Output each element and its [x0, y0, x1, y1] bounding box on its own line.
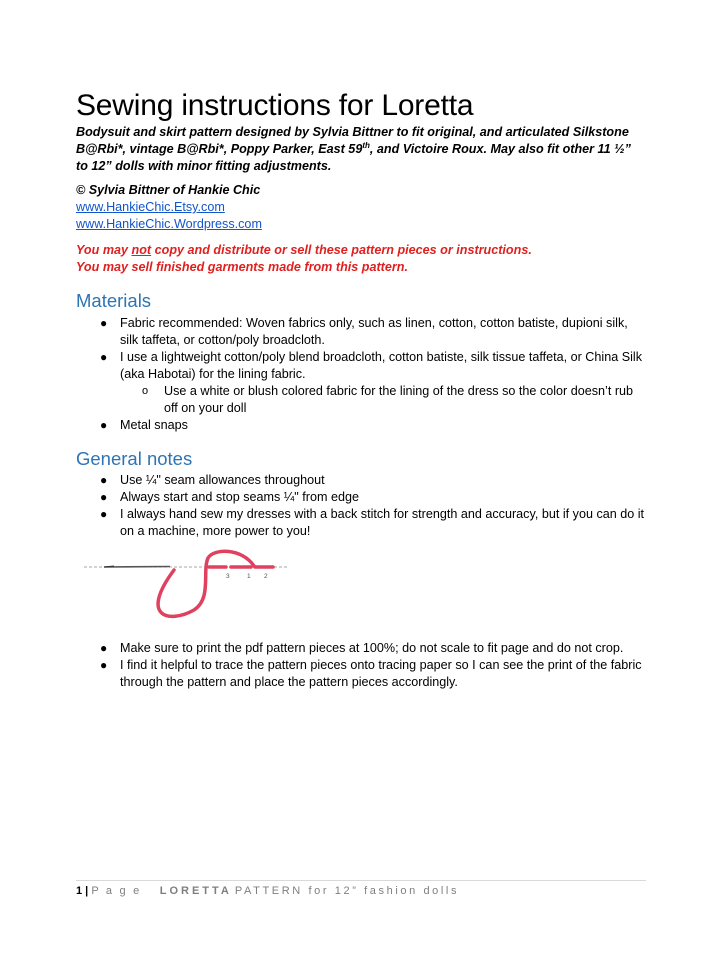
list-item [76, 472, 646, 489]
bullet-icon: ● [100, 350, 108, 364]
copyright-warning [76, 242, 656, 276]
list-item [76, 657, 646, 691]
general-notes-heading: General notes [76, 448, 193, 469]
circle-bullet-icon: o [142, 385, 149, 397]
list-item [76, 315, 646, 349]
list-item-text: I always hand sew my dresses with a back stitch for strength and accuracy, but if you can do it on a machine, more power to you! [120, 507, 645, 538]
page-word: P a g e [91, 885, 142, 897]
subtitle-part1: Bodysuit and skirt pattern designed by Sylvia Bittner to fit original, and articulated Silkstone B@Rbi*, vintage B@Rbi*, Poppy Parker, East 59 [76, 125, 629, 156]
general-notes-list-continued [76, 640, 646, 691]
bullet-icon: ● [100, 316, 108, 330]
thread-icon [158, 551, 254, 616]
warning-line1-post: copy and distribute or sell these pattern pieces or instructions. [151, 243, 532, 257]
copyright-line: © Sylvia Bittner of Hankie Chic [76, 183, 261, 197]
list-item-text: I use a lightweight cotton/poly blend broadcloth, cotton batiste, silk tissue taffeta, or China Silk (aka Habotai) for the lining fabric. [120, 350, 643, 381]
warning-emphasis: not [131, 243, 152, 257]
list-item-text: Metal snaps [120, 418, 188, 432]
footer-brand: LORETTA [159, 885, 232, 897]
bullet-icon: ● [100, 658, 108, 672]
sub-list-item [120, 383, 646, 417]
materials-sublist [120, 383, 646, 417]
page-footer [76, 884, 459, 898]
etsy-link[interactable]: www.HankieChic.Etsy.com [76, 200, 225, 214]
subtitle-part2: , and Victoire Roux. May also fit other 11 ½” to 12” dolls with minor fitting adjustments. [76, 142, 631, 173]
backstitch-illustration [84, 542, 294, 620]
list-item [76, 506, 646, 540]
stitch-label-2: 2 [264, 573, 268, 580]
footer-separator: | [82, 885, 92, 897]
list-item [76, 417, 646, 434]
warning-line2: You may sell finished garments made from this pattern. [76, 260, 408, 274]
bullet-icon: ● [100, 641, 108, 655]
stitch-label-1: 1 [247, 573, 251, 580]
list-item [76, 489, 646, 506]
materials-list [76, 315, 646, 434]
list-item-text: Always start and stop seams ¼" from edge [120, 490, 359, 504]
needle-icon [104, 567, 170, 568]
bullet-icon: ● [100, 507, 108, 521]
footer-tagline: PATTERN for 12” fashion dolls [234, 885, 460, 897]
list-item-text: Fabric recommended: Woven fabrics only, such as linen, cotton, cotton batiste, dupioni silk, silk taffeta, or cotton/poly broadcloth. [120, 316, 628, 347]
list-item-text: Make sure to print the pdf pattern pieces at 100%; do not scale to fit page and do not crop. [120, 641, 624, 655]
bullet-icon: ● [100, 473, 108, 487]
materials-heading: Materials [76, 290, 152, 311]
list-item-text: Use ¼" seam allowances throughout [120, 473, 325, 487]
subtitle [76, 124, 646, 175]
list-item [76, 640, 646, 657]
sub-list-item-text: Use a white or blush colored fabric for the lining of the dress so the color doesn’t rub off on your doll [164, 384, 634, 415]
page-title: Sewing instructions for Loretta [76, 89, 474, 122]
wordpress-link[interactable]: www.HankieChic.Wordpress.com [76, 217, 262, 231]
stitch-label-3: 3 [226, 573, 230, 580]
list-item-text: I find it helpful to trace the pattern pieces onto tracing paper so I can see the print of the fabric through the pattern and place the pattern pieces accordingly. [120, 658, 642, 689]
page-number: 1 [76, 885, 83, 897]
bullet-icon: ● [100, 418, 108, 432]
subtitle-superscript: th [362, 140, 370, 150]
footer-divider [76, 880, 646, 881]
warning-line1-pre: You may [76, 243, 132, 257]
general-notes-list [76, 472, 646, 540]
bullet-icon: ● [100, 490, 108, 504]
list-item [76, 349, 646, 417]
